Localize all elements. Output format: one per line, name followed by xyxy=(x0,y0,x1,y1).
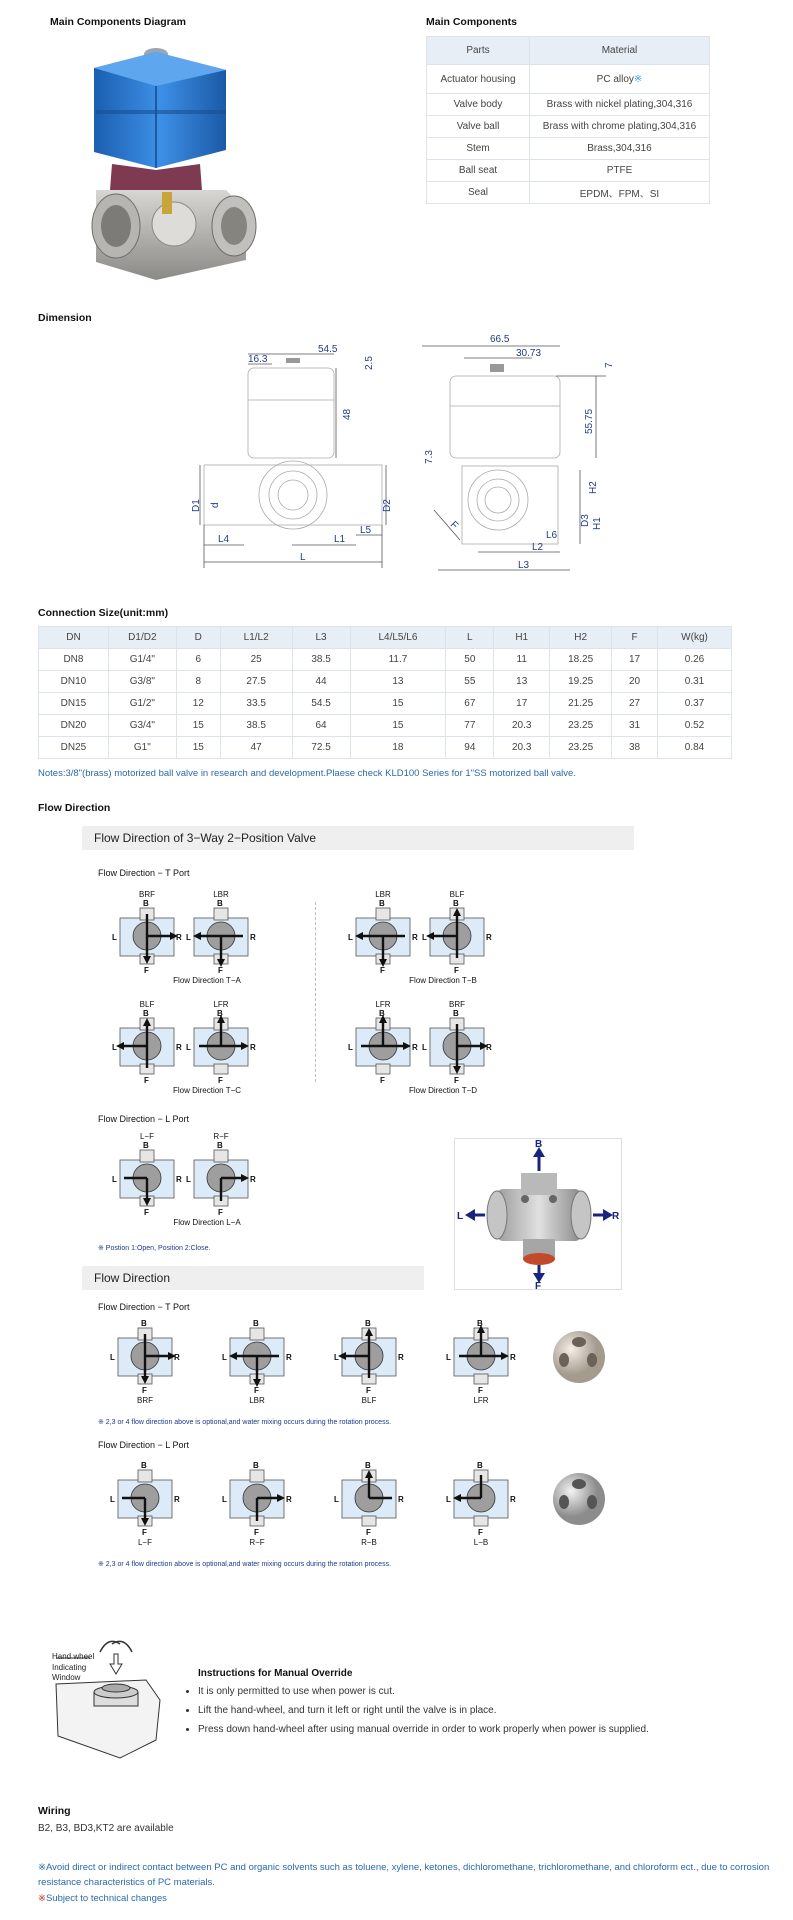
cell: 38.5 xyxy=(292,649,350,671)
port-letter: B xyxy=(535,1139,543,1150)
port-letter: R xyxy=(412,1043,418,1052)
cell: 20 xyxy=(612,671,658,693)
cell: DN20 xyxy=(39,715,109,737)
components-header-row xyxy=(427,37,710,65)
components-row xyxy=(427,116,710,138)
valve-diagram xyxy=(334,1460,404,1541)
col-header: H1 xyxy=(494,627,550,649)
valve-caption: L−B xyxy=(473,1538,489,1547)
connection-row xyxy=(39,693,732,715)
port-letter: L xyxy=(348,933,353,942)
dim-label: L1 xyxy=(334,534,346,545)
cell: 25 xyxy=(220,649,292,671)
cell: 18 xyxy=(350,737,446,759)
dim-label: 55.75 xyxy=(584,408,595,434)
flow-section-title: Flow Direction xyxy=(38,802,111,814)
port-letter: L xyxy=(186,933,191,942)
port-letter: R xyxy=(486,933,492,942)
part-name: Valve body xyxy=(427,94,530,116)
port-letter: R xyxy=(398,1353,404,1362)
group-caption: Flow Direction L−A xyxy=(173,1218,241,1227)
dim-label: L xyxy=(300,552,306,563)
valve-caption: BRF xyxy=(137,1396,153,1405)
dim-label: L2 xyxy=(532,542,544,553)
port-letter: L xyxy=(110,1495,115,1504)
valve-caption: R−B xyxy=(361,1538,377,1547)
connection-row xyxy=(39,715,732,737)
cell: 27 xyxy=(612,693,658,715)
part-material: EPDM、FPM、SI xyxy=(530,182,710,204)
port-letter: F xyxy=(142,1386,147,1395)
dim-label: 66.5 xyxy=(490,334,510,345)
cell: 50 xyxy=(446,649,494,671)
valve-diagram xyxy=(112,898,182,979)
valve-top-label: LFR xyxy=(213,1000,229,1009)
port-letter: L xyxy=(446,1495,451,1504)
valve-diagram xyxy=(446,1460,516,1541)
dim-label: H2 xyxy=(588,481,599,494)
port-letter: R xyxy=(176,1043,182,1052)
part-material: PTFE xyxy=(530,160,710,182)
optional-note-t: ※ 2,3 or 4 flow direction above is optional,and water mixing occurs during the rotation process. xyxy=(98,1419,392,1426)
dim-label: 54.5 xyxy=(318,344,338,355)
port-letter: B xyxy=(453,899,459,908)
port-letter: L xyxy=(457,1211,464,1222)
manual-title: Instructions for Manual Override xyxy=(198,1668,353,1679)
cell: 77 xyxy=(446,715,494,737)
valve-diagram xyxy=(422,898,492,979)
cell: 11.7 xyxy=(350,649,446,671)
port-letter: B xyxy=(253,1319,259,1328)
valve-diagram xyxy=(186,1008,256,1089)
dim-label: 7 xyxy=(604,362,615,368)
port-letter: B xyxy=(379,899,385,908)
l-port-label: Flow Direction − L Port xyxy=(98,1114,189,1124)
wiring-text: B2, B3, BD3,KT2 are available xyxy=(38,1823,174,1834)
flow-box1-title: Flow Direction of 3−Way 2−Position Valve xyxy=(82,826,634,850)
cell: 0.37 xyxy=(658,693,732,715)
cell: 0.26 xyxy=(658,649,732,671)
dim-label: F xyxy=(447,519,460,532)
star-mark: ※ xyxy=(633,73,643,85)
port-letter: L xyxy=(112,1175,117,1184)
cell: 8 xyxy=(176,671,220,693)
dim-label: d xyxy=(210,502,221,508)
col-header: L4/L5/L6 xyxy=(350,627,446,649)
port-letter: L xyxy=(446,1353,451,1362)
dim-label: H1 xyxy=(592,517,603,530)
port-letter: L xyxy=(222,1495,227,1504)
port-letter: L xyxy=(334,1353,339,1362)
port-letter: R xyxy=(286,1495,292,1504)
valve-diagram xyxy=(446,1318,516,1399)
port-letter: F xyxy=(380,966,385,975)
port-letter: B xyxy=(217,1009,223,1018)
header-parts: Parts xyxy=(427,37,530,65)
header-material: Material xyxy=(530,37,710,65)
port-letter: B xyxy=(477,1461,483,1470)
cell: 15 xyxy=(350,715,446,737)
valve-top-label: BRF xyxy=(139,890,155,899)
cell: 67 xyxy=(446,693,494,715)
port-letter: B xyxy=(477,1319,483,1328)
col-header: L3 xyxy=(292,627,350,649)
port-letter: R xyxy=(176,1175,182,1184)
cell: 47 xyxy=(220,737,292,759)
port-letter: F xyxy=(144,1076,149,1085)
connection-row xyxy=(39,671,732,693)
port-letter: L xyxy=(422,1043,427,1052)
cell: 55 xyxy=(446,671,494,693)
manual-label: Indicating xyxy=(52,1663,87,1672)
port-letter: F xyxy=(366,1528,371,1537)
cell: 64 xyxy=(292,715,350,737)
port-letter: B xyxy=(143,899,149,908)
cell: 20.3 xyxy=(494,737,550,759)
port-letter: F xyxy=(366,1386,371,1395)
port-letter: L xyxy=(222,1353,227,1362)
connection-note: Notes:3/8"(brass) motorized ball valve in research and development.Plaese check KLD100 Series for 1"SS motorized ball valve. xyxy=(38,768,576,779)
port-letter: F xyxy=(254,1528,259,1537)
cell: 0.52 xyxy=(658,715,732,737)
col-header: DN xyxy=(39,627,109,649)
part-name: Ball seat xyxy=(427,160,530,182)
dim-label: D1 xyxy=(191,499,202,512)
port-letter: R xyxy=(398,1495,404,1504)
port-letter: R xyxy=(486,1043,492,1052)
part-name: Actuator housing xyxy=(427,65,530,94)
valve-caption: L−F xyxy=(137,1538,152,1547)
valve-caption: LBR xyxy=(249,1396,265,1405)
cell: 23.25 xyxy=(550,737,612,759)
dim-label: 16.3 xyxy=(248,354,268,365)
cell: 18.25 xyxy=(550,649,612,671)
cell: 33.5 xyxy=(220,693,292,715)
dimension-title: Dimension xyxy=(38,312,92,324)
port-letter: L xyxy=(334,1495,339,1504)
port-letter: B xyxy=(217,1141,223,1150)
valve-diagram xyxy=(110,1318,180,1399)
cell: 0.84 xyxy=(658,737,732,759)
l-port-label-2: Flow Direction − L Port xyxy=(98,1440,189,1450)
cell: 38.5 xyxy=(220,715,292,737)
subject-note: ※Subject to technical changes xyxy=(38,1893,167,1904)
group-caption: Flow Direction T−B xyxy=(409,976,477,985)
valve-caption: BLF xyxy=(361,1396,377,1405)
col-header: F xyxy=(612,627,658,649)
cell: G1" xyxy=(108,737,176,759)
port-letter: B xyxy=(143,1141,149,1150)
components-table xyxy=(426,36,710,204)
port-letter: B xyxy=(365,1461,371,1470)
cell: 38 xyxy=(612,737,658,759)
port-letter: L xyxy=(186,1175,191,1184)
cell: 12 xyxy=(176,693,220,715)
cell: 17 xyxy=(494,693,550,715)
port-letter: F xyxy=(535,1281,542,1292)
port-letter: B xyxy=(141,1461,147,1470)
dim-label: 2.5 xyxy=(364,356,375,370)
components-row xyxy=(427,94,710,116)
components-row xyxy=(427,160,710,182)
port-letter: F xyxy=(454,966,459,975)
cell: 21.25 xyxy=(550,693,612,715)
col-header: D xyxy=(176,627,220,649)
dim-label: 30.73 xyxy=(516,348,542,359)
valve-diagram xyxy=(222,1460,292,1541)
valve-top-label: LBR xyxy=(213,890,229,899)
port-letter: R xyxy=(250,1175,256,1184)
cell: 44 xyxy=(292,671,350,693)
port-letter: R xyxy=(612,1211,620,1222)
manual-label: Window xyxy=(52,1673,81,1682)
cell: 31 xyxy=(612,715,658,737)
cell: 6 xyxy=(176,649,220,671)
valve-caption: LFR xyxy=(473,1396,489,1405)
instruction-item: • Press down hand-wheel after using manual override in order to work properly when power is supplied. xyxy=(198,1724,649,1735)
wiring-title: Wiring xyxy=(38,1805,71,1817)
port-letter: F xyxy=(454,1076,459,1085)
port-letter: F xyxy=(218,1076,223,1085)
valve-diagram xyxy=(186,898,256,979)
col-header: W(kg) xyxy=(658,627,732,649)
connection-title: Connection Size(unit:mm) xyxy=(38,607,169,619)
col-header: D1/D2 xyxy=(108,627,176,649)
diagram-title: Main Components Diagram xyxy=(50,16,186,28)
dim-label: 7.3 xyxy=(424,450,435,464)
manual-instructions xyxy=(186,1686,649,1743)
valve-top-label: LFR xyxy=(375,1000,391,1009)
instruction-item: • It is only permitted to use when power is cut. xyxy=(198,1686,649,1697)
part-material: Brass,304,316 xyxy=(530,138,710,160)
dim-label: L4 xyxy=(218,534,230,545)
port-letter: R xyxy=(412,933,418,942)
port-letter: B xyxy=(453,1009,459,1018)
valve-diagram xyxy=(110,1460,180,1541)
valve-diagram xyxy=(422,1008,492,1089)
cell: 72.5 xyxy=(292,737,350,759)
port-letter: F xyxy=(478,1386,483,1395)
port-letter: L xyxy=(422,933,427,942)
valve-diagram xyxy=(348,898,418,979)
cell: 19.25 xyxy=(550,671,612,693)
valve-diagram xyxy=(112,1008,182,1089)
valve-caption: R−F xyxy=(249,1538,265,1547)
cell: 27.5 xyxy=(220,671,292,693)
port-letter: F xyxy=(380,1076,385,1085)
connection-row xyxy=(39,649,732,671)
valve-diagram xyxy=(334,1318,404,1399)
ball-l-icon xyxy=(552,1472,606,1531)
instruction-item: • Lift the hand-wheel, and turn it left or right until the valve is in place. xyxy=(198,1705,649,1716)
port-letter: F xyxy=(254,1386,259,1395)
pc-warning: ※Avoid direct or indirect contact between PC and organic solvents such as toluene, xylene, ketones, dichloromethane, trichloromethane, and chloroform ect., due to corrosion resistance characteristics of PC materials. xyxy=(38,1862,770,1888)
port-letter: L xyxy=(186,1043,191,1052)
port-letter: F xyxy=(144,966,149,975)
port-letter: B xyxy=(141,1319,147,1328)
connection-row xyxy=(39,737,732,759)
cell: G1/2" xyxy=(108,693,176,715)
group-caption: Flow Direction T−C xyxy=(172,1086,242,1095)
port-letter: B xyxy=(143,1009,149,1018)
manual-override-illustration xyxy=(50,1630,166,1760)
dimension-drawing-front xyxy=(191,340,406,575)
port-letter: R xyxy=(174,1353,180,1362)
flow-box2-title: Flow Direction xyxy=(82,1266,424,1290)
port-letter: R xyxy=(250,1043,256,1052)
port-letter: B xyxy=(253,1461,259,1470)
dim-label: 48 xyxy=(342,408,353,420)
red-star-mark: ※ xyxy=(38,1893,46,1904)
part-material: Brass with nickel plating,304,316 xyxy=(530,94,710,116)
cell: 13 xyxy=(494,671,550,693)
port-letter: L xyxy=(348,1043,353,1052)
port-letter: R xyxy=(176,933,182,942)
group-caption: Flow Direction T−D xyxy=(408,1086,478,1095)
valve-top-label: R−F xyxy=(213,1132,229,1141)
valve-top-label: LBR xyxy=(375,890,391,899)
port-letter: L xyxy=(112,933,117,942)
part-name: Valve ball xyxy=(427,116,530,138)
cell: 94 xyxy=(446,737,494,759)
cell: 17 xyxy=(612,649,658,671)
port-letter: B xyxy=(365,1319,371,1328)
cell: 54.5 xyxy=(292,693,350,715)
valve-top-label: BLF xyxy=(139,1000,155,1009)
group-caption: Flow Direction T−A xyxy=(173,976,241,985)
port-letter: B xyxy=(217,899,223,908)
cell: 15 xyxy=(176,737,220,759)
cell: 0.31 xyxy=(658,671,732,693)
dim-label: L5 xyxy=(360,525,372,536)
col-header: H2 xyxy=(550,627,612,649)
t-port-label: Flow Direction − T Port xyxy=(98,868,190,878)
cell: DN8 xyxy=(39,649,109,671)
manual-label: Hand wheel xyxy=(52,1652,95,1661)
cell: G3/4" xyxy=(108,715,176,737)
cell: G3/8" xyxy=(108,671,176,693)
port-letter: L xyxy=(110,1353,115,1362)
cell: 20.3 xyxy=(494,715,550,737)
valve-diagram xyxy=(348,1008,418,1089)
cell: 11 xyxy=(494,649,550,671)
valve-diagram xyxy=(112,1140,182,1221)
part-name: Stem xyxy=(427,138,530,160)
cell: 13 xyxy=(350,671,446,693)
optional-note-l: ※ 2,3 or 4 flow direction above is optional,and water mixing occurs during the rotation process. xyxy=(98,1561,392,1568)
valve-diagram xyxy=(186,1140,256,1221)
dim-label: D3 xyxy=(580,514,591,527)
connection-header-row xyxy=(39,627,732,649)
valve-top-label: BRF xyxy=(449,1000,465,1009)
valve-product-image xyxy=(86,40,286,280)
t-port-label-2: Flow Direction − T Port xyxy=(98,1302,190,1312)
valve-top-label: BLF xyxy=(449,890,465,899)
port-letter: R xyxy=(286,1353,292,1362)
port-letter: R xyxy=(174,1495,180,1504)
port-letter: L xyxy=(112,1043,117,1052)
col-header: L xyxy=(446,627,494,649)
cell: DN15 xyxy=(39,693,109,715)
col-header: L1/L2 xyxy=(220,627,292,649)
cell: G1/4" xyxy=(108,649,176,671)
part-material: Brass with chrome plating,304,316 xyxy=(530,116,710,138)
group-divider xyxy=(315,902,316,1082)
valve-diagram xyxy=(222,1318,292,1399)
port-letter: R xyxy=(510,1495,516,1504)
part-name: Seal xyxy=(427,182,530,204)
cell: 23.25 xyxy=(550,715,612,737)
port-letter: F xyxy=(142,1528,147,1537)
dim-label: L6 xyxy=(546,530,558,541)
three-way-valve-photo xyxy=(454,1138,622,1290)
port-letter: F xyxy=(218,1208,223,1217)
port-letter: F xyxy=(144,1208,149,1217)
cell: DN10 xyxy=(39,671,109,693)
cell: 15 xyxy=(176,715,220,737)
components-row xyxy=(427,182,710,204)
components-row xyxy=(427,138,710,160)
port-letter: R xyxy=(250,933,256,942)
port-letter: B xyxy=(379,1009,385,1018)
port-letter: R xyxy=(510,1353,516,1362)
part-material: PC alloy※ xyxy=(530,65,710,94)
connection-table xyxy=(38,626,732,759)
components-row xyxy=(427,65,710,94)
ball-t-icon xyxy=(552,1330,606,1389)
port-letter: F xyxy=(218,966,223,975)
components-title: Main Components xyxy=(426,16,517,28)
cell: 15 xyxy=(350,693,446,715)
port-letter: F xyxy=(478,1528,483,1537)
dim-label: L3 xyxy=(518,560,530,571)
valve-top-label: L−F xyxy=(139,1132,154,1141)
cell: DN25 xyxy=(39,737,109,759)
dimension-drawing-side xyxy=(420,330,620,575)
position-note: ※ Postion 1:Open, Position 2:Close. xyxy=(98,1245,211,1252)
dim-label: D2 xyxy=(382,499,393,512)
